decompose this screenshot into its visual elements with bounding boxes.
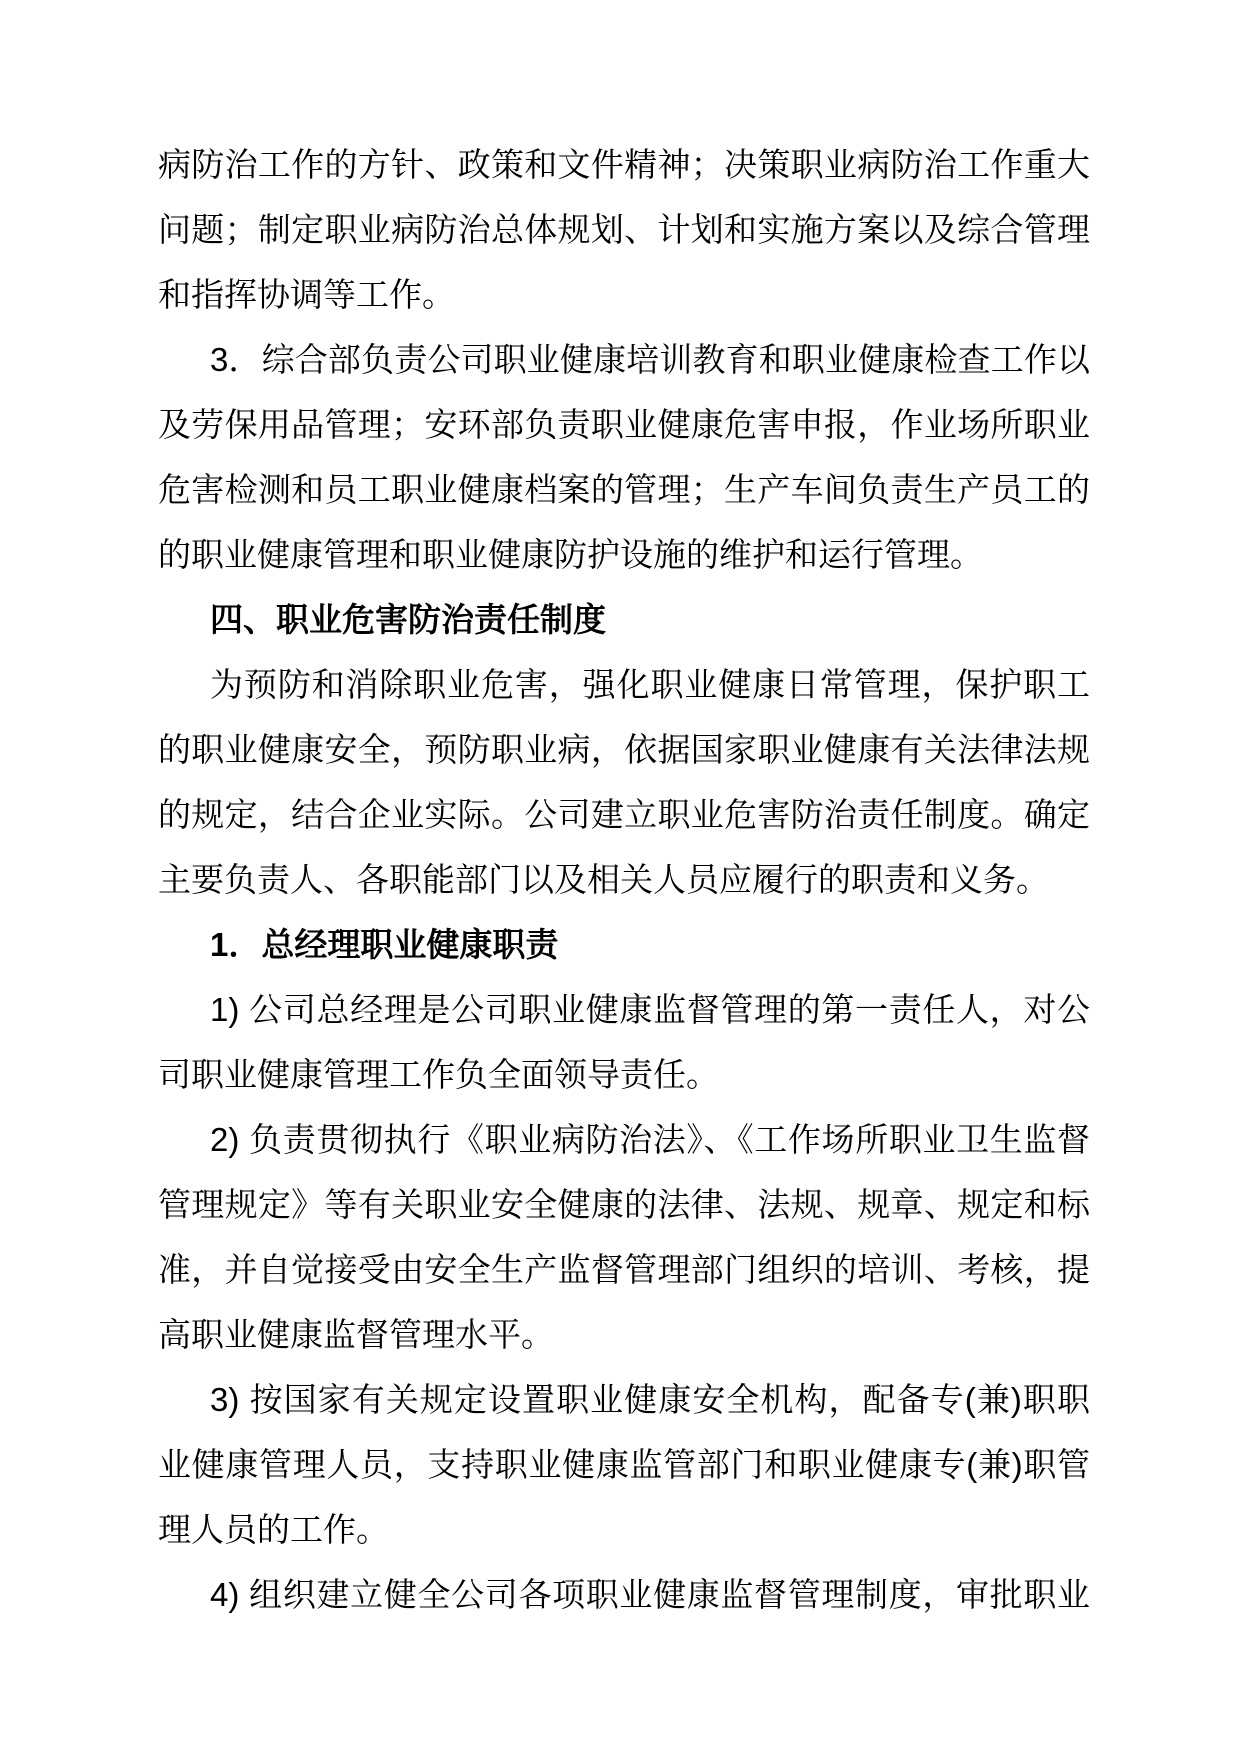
- body-paragraph: [158, 652, 1090, 912]
- text-line: 的职业健康管理和职业健康防护设施的维护和运行管理。: [158, 536, 983, 573]
- text-line: 3) 按国家有关规定设置职业健康安全机构，配备专(兼)职职: [210, 1381, 1090, 1418]
- text-line: 4) 组织建立健全公司各项职业健康监督管理制度，审批职业: [210, 1576, 1090, 1613]
- text-line: 2) 负责贯彻执行《职业病防治法》、《工作场所职业卫生监督: [210, 1121, 1090, 1158]
- heading-paragraph: [158, 912, 1090, 977]
- text-line: 四、职业危害防治责任制度: [210, 601, 606, 638]
- body-paragraph: [158, 1367, 1090, 1562]
- text-line: 病防治工作的方针、政策和文件精神；决策职业病防治工作重大: [158, 146, 1090, 183]
- text-line: 3．综合部负责公司职业健康培训教育和职业健康检查工作以: [210, 341, 1090, 378]
- text-line: 和指挥协调等工作。: [158, 276, 455, 313]
- text-line: 高职业健康监督管理水平。: [158, 1316, 554, 1353]
- document-body: [158, 132, 1090, 1627]
- text-line: 业健康管理人员，支持职业健康监管部门和职业健康专(兼)职管: [158, 1446, 1090, 1483]
- body-paragraph: [158, 327, 1090, 587]
- text-line: 危害检测和员工职业健康档案的管理；生产车间负责生产员工的: [158, 471, 1090, 508]
- text-line: 为预防和消除职业危害，强化职业健康日常管理，保护职工: [210, 666, 1090, 703]
- text-line: 及劳保用品管理；安环部负责职业健康危害申报，作业场所职业: [158, 406, 1090, 443]
- text-line: 的职业健康安全，预防职业病，依据国家职业健康有关法律法规: [158, 731, 1090, 768]
- text-line: 1．总经理职业健康职责: [210, 926, 559, 963]
- body-paragraph: [158, 1562, 1090, 1627]
- text-line: 的规定，结合企业实际。公司建立职业危害防治责任制度。确定: [158, 796, 1090, 833]
- text-line: 问题；制定职业病防治总体规划、计划和实施方案以及综合管理: [158, 211, 1090, 248]
- heading-paragraph: [158, 587, 1090, 652]
- text-line: 管理规定》等有关职业安全健康的法律、法规、规章、规定和标: [158, 1186, 1090, 1223]
- body-paragraph: [158, 977, 1090, 1107]
- text-line: 理人员的工作。: [158, 1511, 389, 1548]
- text-line: 主要负责人、各职能部门以及相关人员应履行的职责和义务。: [158, 861, 1049, 898]
- text-line: 1) 公司总经理是公司职业健康监督管理的第一责任人，对公: [210, 991, 1090, 1028]
- body-paragraph: [158, 132, 1090, 327]
- text-line: 司职业健康管理工作负全面领导责任。: [158, 1056, 719, 1093]
- body-paragraph: [158, 1107, 1090, 1367]
- text-line: 准，并自觉接受由安全生产监督管理部门组织的培训、考核，提: [158, 1251, 1090, 1288]
